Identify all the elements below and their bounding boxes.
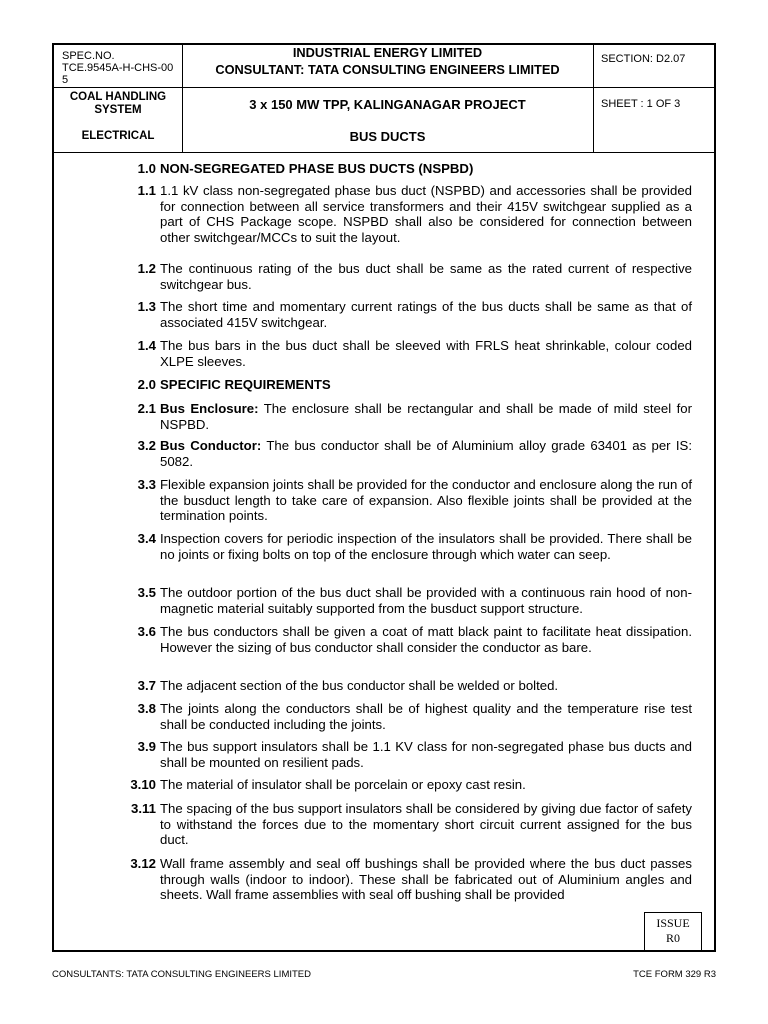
header-block: [54, 45, 714, 153]
clause-number: 3.5: [137, 585, 156, 600]
clause-number: 3.11: [131, 801, 156, 816]
clause-number: 3.8: [137, 701, 156, 716]
clause-text: Inspection covers for periodic inspection of the insulators shall be provided. There shall be no joints or fixing bolts on top of the enclosure through which water can seep.: [160, 531, 692, 562]
clause-text: The short time and momentary current ratings of the bus ducts shall be same as that of associated 415V switchgear.: [160, 299, 692, 330]
clause-number: 1.4: [137, 338, 156, 353]
clause-text: The joints along the conductors shall be of highest quality and the temperature rise test shall be conducted including the joints.: [160, 701, 692, 732]
clause-number: 3.6: [137, 624, 156, 639]
footer-consultant: CONSULTANTS: TATA CONSULTING ENGINEERS LIMITED: [52, 969, 311, 980]
clause-text: SPECIFIC REQUIREMENTS: [160, 377, 331, 392]
clause-text: [160, 438, 692, 469]
spec-number: SPEC.NO. TCE.9545A-H-CHS-005: [62, 50, 174, 86]
clause-number: 2.1: [137, 401, 156, 416]
clause-lead: Bus Enclosure:: [160, 401, 259, 416]
footer-form-number: TCE FORM 329 R3: [633, 969, 716, 980]
document-frame: [52, 43, 716, 952]
clause-lead: Bus Conductor:: [160, 438, 262, 453]
clause-body: The bus conductor shall be of Aluminium alloy grade 63401 as per IS: 5082.: [160, 438, 692, 469]
clause-body: The enclosure shall be rectangular and shall be made of mild steel for NSPBD.: [160, 401, 692, 432]
clause-number: 3.9: [137, 739, 156, 754]
clause-text: Wall frame assembly and seal off bushings shall be provided where the bus duct passes through walls (indoor to indoor). These shall be fabricated out of Aluminium angles and sheets. Wall frame assemblies with seal off bushing shall be provided: [160, 856, 692, 902]
clause-number: 1.3: [137, 299, 156, 314]
clause-text: Flexible expansion joints shall be provided for the conductor and enclosure along the run of the busduct length to take care of expansion. Also flexible joints shall be provided at the termination points.: [160, 477, 692, 523]
subject-title: BUS DUCTS: [349, 129, 426, 144]
sheet-number: SHEET : 1 OF 3: [601, 98, 681, 110]
clause-text: The bus bars in the bus duct shall be sleeved with FRLS heat shrinkable, colour coded XLPE sleeves.: [160, 338, 692, 369]
company-title: INDUSTRIAL ENERGY LIMITED CONSULTANT: TATA CONSULTING ENGINEERS LIMITED: [215, 45, 560, 77]
discipline: ELECTRICAL: [81, 130, 155, 142]
clause-text: The outdoor portion of the bus duct shall be provided with a continuous rain hood of non-magnetic material suitably supported from the busduct support structure.: [160, 585, 692, 616]
clause-text: 1.1 kV class non-segregated phase bus duct (NSPBD) and accessories shall be provided for connection between all service transformers and their 415V switchgear supplied as a part of CHS Package scope. NSPBD shall also be considered for connection between other switchgear/MCCs to suit the layout.: [160, 183, 692, 245]
clause-text: The continuous rating of the bus duct shall be same as the rated current of respective switchgear bus.: [160, 261, 692, 292]
clause-number: 2.0: [137, 377, 156, 392]
clause-text: NON-SEGREGATED PHASE BUS DUCTS (NSPBD): [160, 161, 474, 176]
clause-number: 3.10: [130, 777, 156, 792]
clause-text: The bus conductors shall be given a coat of matt black paint to facilitate heat dissipation. However the sizing of bus conductor shall consider the conductor as bare.: [160, 624, 692, 655]
clause-number: 1.1: [137, 183, 156, 198]
clause-text: The bus support insulators shall be 1.1 KV class for non-segregated phase bus ducts and shall be mounted on resilient pads.: [160, 739, 692, 770]
clause-text: The material of insulator shall be porcelain or epoxy cast resin.: [160, 777, 526, 792]
clause-number: 3.12: [130, 856, 156, 871]
project-name: 3 x 150 MW TPP, KALINGANAGAR PROJECT: [249, 97, 526, 112]
clause-number: 3.4: [137, 531, 156, 546]
issue-box: ISSUE R0: [644, 912, 702, 950]
clause-number: 1.2: [137, 261, 156, 276]
clause-number: 3.2: [137, 438, 156, 453]
system-name: COAL HANDLING SYSTEM: [69, 91, 167, 116]
section-number: SECTION: D2.07: [601, 53, 686, 65]
clause-text: [160, 401, 692, 432]
clause-number: 1.0: [137, 161, 156, 176]
clause-number: 3.7: [137, 678, 156, 693]
clause-text: The spacing of the bus support insulators shall be considered by giving due factor of safety to withstand the forces due to the momentary short circuit current assigned for the bus duct.: [160, 801, 692, 847]
clause-text: The adjacent section of the bus conductor shall be welded or bolted.: [160, 678, 559, 693]
clause-number: 3.3: [137, 477, 156, 492]
